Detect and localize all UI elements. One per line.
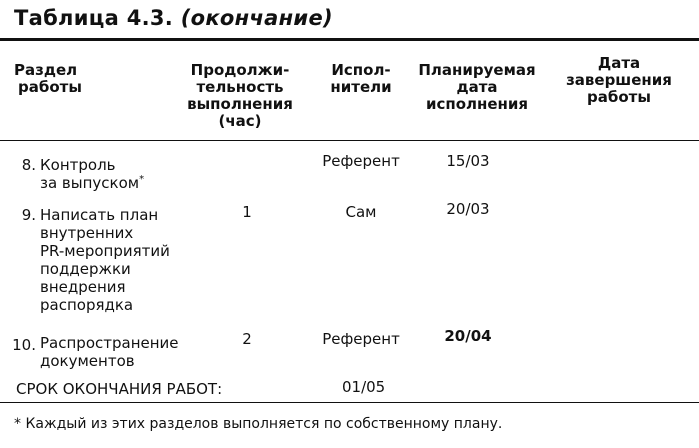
header-planned-line: дата [456, 78, 498, 96]
header-planned-line: исполнения [425, 95, 529, 113]
footnote-mark: * [139, 174, 145, 185]
header-section [14, 62, 82, 96]
row-duration: 2 [242, 330, 252, 348]
header-completion [556, 55, 682, 106]
table-title-suffix: (окончание) [180, 6, 333, 30]
row-planned: 20/03 [446, 200, 490, 218]
header-section-line: Раздел [14, 61, 78, 79]
header-section-line: работы [18, 78, 82, 96]
row-section-line: документов [40, 352, 135, 370]
row-section-line: Распространение [40, 334, 179, 352]
top-rule [0, 38, 699, 41]
row-executor: Сам [345, 203, 377, 221]
table-title-main: Таблица 4.3. [14, 6, 174, 30]
row-number: 9. [21, 206, 36, 224]
header-rule [0, 140, 699, 141]
footnote: * Каждый из этих разделов выполняется по собственному плану. [14, 416, 503, 432]
row-section-line [40, 174, 144, 192]
row-executor: Референт [322, 152, 400, 170]
row-section [40, 334, 179, 370]
row-section-line: Контроль [40, 156, 116, 174]
row-duration: 1 [242, 203, 252, 221]
row-number: 8. [21, 156, 36, 174]
row-number: 10. [12, 336, 36, 354]
bottom-rule [0, 402, 699, 403]
row-section-line: внедрения [40, 278, 126, 296]
header-completion-line: Дата [597, 54, 641, 72]
header-duration-line: (час) [218, 112, 262, 130]
row-section-line: поддержки [40, 260, 131, 278]
row-section [40, 206, 170, 314]
row-executor: Референт [322, 330, 400, 348]
row-planned: 15/03 [446, 152, 490, 170]
header-executors [313, 62, 409, 96]
header-completion-line: завершения [566, 71, 672, 89]
row-section-line: Написать план [40, 206, 159, 224]
row-section-line: внутренних [40, 224, 134, 242]
table-title [14, 6, 333, 30]
row-section-text: за выпуском [40, 174, 140, 192]
header-executors-line: нители [330, 78, 392, 96]
header-completion-line: работы [587, 88, 651, 106]
deadline-value: 01/05 [342, 378, 386, 396]
row-section-line: распорядка [40, 296, 134, 314]
row-section-line: PR-мероприятий [40, 242, 170, 260]
header-duration [178, 62, 302, 130]
header-duration-line: Продолжи- [190, 61, 290, 79]
row-section [40, 156, 144, 192]
header-planned [410, 62, 544, 113]
header-duration-line: выполнения [187, 95, 293, 113]
header-executors-line: Испол- [331, 61, 391, 79]
deadline-label: СРОК ОКОНЧАНИЯ РАБОТ: [16, 380, 223, 398]
header-duration-line: тельность [196, 78, 284, 96]
header-planned-line: Планируемая [418, 61, 536, 79]
row-planned: 20/04 [444, 327, 492, 345]
